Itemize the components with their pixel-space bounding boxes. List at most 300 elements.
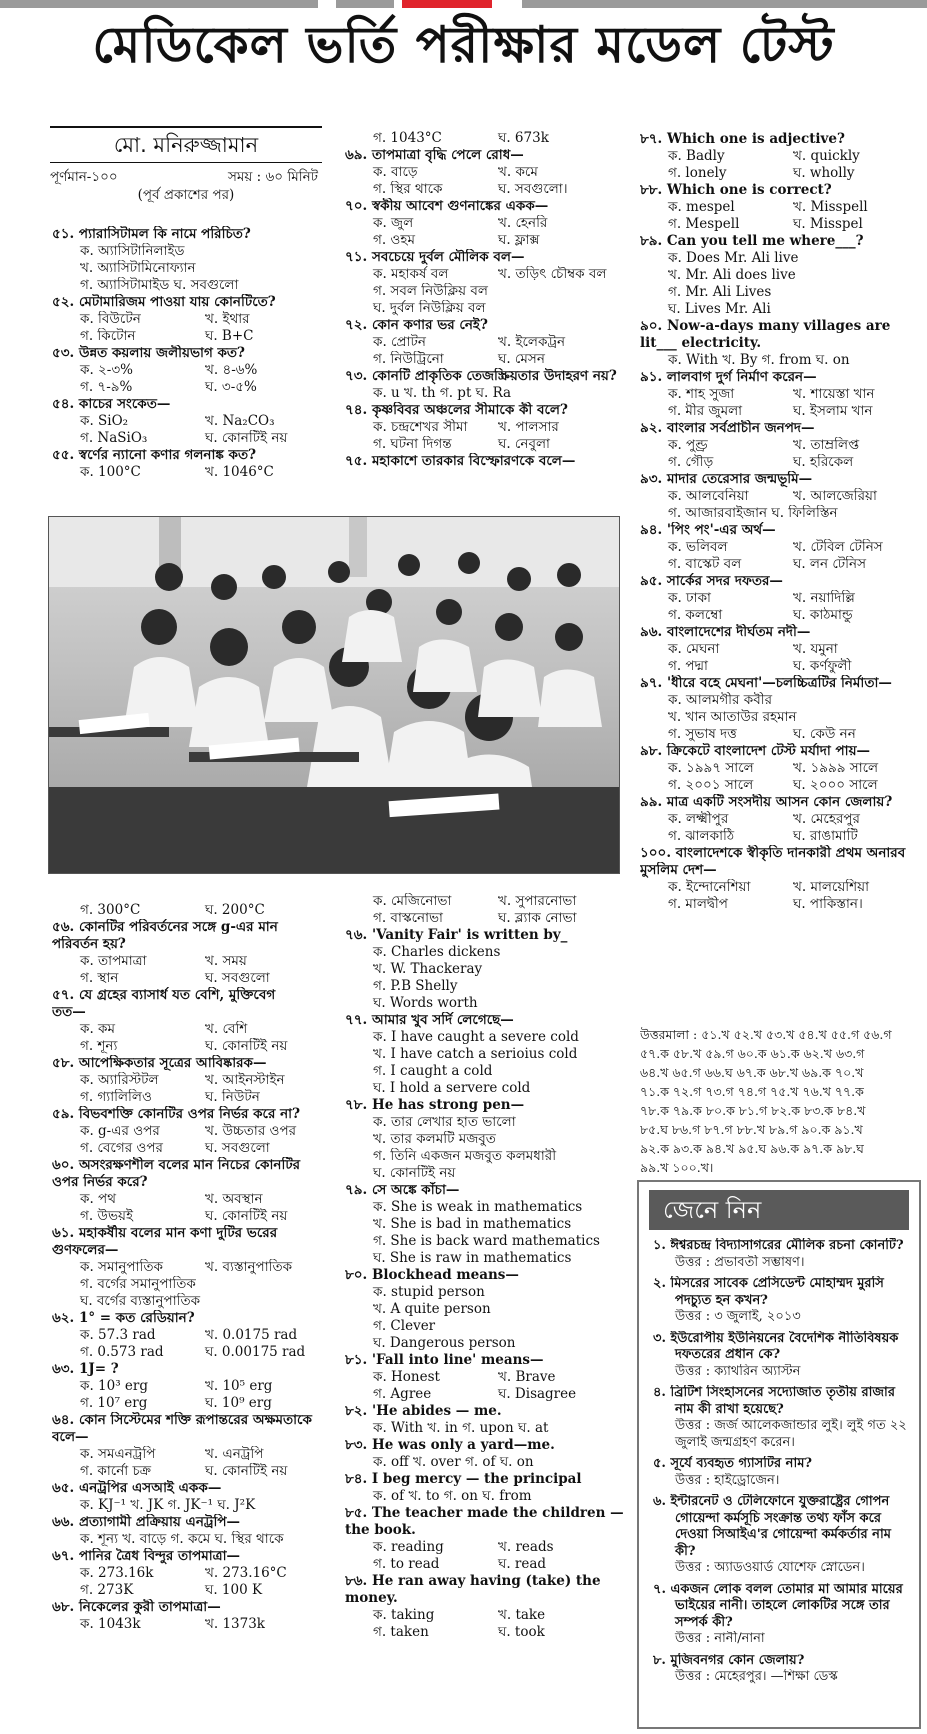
option-a: গ. taken [373, 1624, 429, 1640]
option-line: ক. off খ. over গ. of ঘ. on [373, 1454, 534, 1470]
option-b: ঘ. সবগুলো [205, 1140, 270, 1156]
question-text: ৯৬. বাংলাদেশের দীর্ঘতম নদী— [640, 624, 811, 640]
option-a: ক. লক্ষ্মীপুর [668, 811, 729, 827]
option-a: গ. গৌড় [668, 454, 714, 470]
option-line: ঘ. দুর্বল নিউক্লিয় বল [373, 300, 486, 316]
option-b: খ. take [498, 1607, 546, 1623]
know-answer: উত্তর : অ্যাডওয়ার্ড যোশেফ স্নোডেন। [675, 1560, 865, 1575]
option-a: গ. উভয়ই [80, 1208, 133, 1224]
option-pair [345, 1607, 627, 1624]
option-b: ঘ. ব্ল্যাক নোভা [498, 910, 577, 926]
know-question: ৬. ইন্টারনেট ও টেলিফোনে যুক্তরাষ্ট্রের গোপন গোয়েন্দা কর্মসূচি সংক্রান্ত তথ্য ফাঁস করে দেওয়া সিআইএ'র গোয়েন্দা কর্মকর্তার নাম কী? [653, 1494, 891, 1559]
exam-meta [50, 168, 322, 204]
question-text: ৫৫. স্বর্ণের ন্যানো কণার গলনাঙ্ক কত? [52, 447, 256, 463]
question-text: ৬০. অসংরক্ষণশীল বলের মান নিচের কোনটির [52, 1157, 301, 1173]
option-a: গ. Agree [373, 1386, 432, 1402]
option-b: খ. মেহেরপুর [793, 811, 860, 827]
option-a: গ. ৭-৯% [80, 379, 133, 395]
question-text: ৯০. Now-a-days many villages are [640, 318, 891, 334]
option-pair [52, 1038, 334, 1055]
question-text: ৭১. সবচেয়ে দুর্বল মৌলিক বল— [345, 249, 525, 265]
exam-time: সময় : ৬০ মিনিট [228, 169, 318, 185]
question-text: ৭৫. মহাকাশে তারকার বিস্ফোরণকে বলে— [345, 453, 576, 469]
option-pair [52, 1582, 334, 1599]
option-line: গ. বর্গের সমানুপাতিক [80, 1276, 196, 1292]
option-b: খ. বেশি [205, 1021, 248, 1037]
option-pair [52, 970, 334, 987]
option-b: খ. Na₂CO₃ [205, 413, 275, 429]
option-b: খ. ৪-৬% [205, 362, 258, 378]
option-b: খ. Brave [498, 1369, 556, 1385]
option-b: ঘ. নেবুলা [498, 436, 550, 452]
option-a: ক. কম [80, 1021, 115, 1037]
answer-key-line: ৮৫.ঘ ৮৬.গ ৮৭.গ ৮৮.খ ৮৯.গ ৯০.ক ৯১.খ [640, 1122, 863, 1137]
option-a: ক. 100°C [80, 464, 141, 480]
option-line: খ. A quite person [373, 1301, 491, 1317]
option-pair [640, 879, 922, 896]
option-pair [52, 464, 334, 481]
option-b: খ. টেবিল টেনিস [793, 539, 883, 555]
option-a: ক. 273.16k [80, 1565, 154, 1581]
option-b: ঘ. ২০০০ সালে [793, 777, 878, 793]
option-a: ক. অ্যারিস্টটল [80, 1072, 159, 1088]
option-b: খ. যমুনা [793, 641, 838, 657]
option-line: খ. Mr. Ali does live [668, 267, 796, 283]
question-text: ৬১. মহাকর্ষীয় বলের মান কণা দুটির ভরের [52, 1225, 278, 1241]
know-answer: উত্তর : প্রভাবতী সম্ভাষণ। [675, 1254, 805, 1270]
column-1-bottom [52, 902, 334, 1633]
option-pair [640, 556, 922, 573]
option-b: ঘ. 0.00175 rad [205, 1344, 306, 1360]
column-2-top [345, 130, 627, 470]
option-line: খ. খান আতাউর রহমান [668, 709, 797, 725]
option-a: ক. 57.3 rad [80, 1327, 156, 1343]
question-text: ৭৩. কোনটি প্রাকৃতিক তেজস্ক্রিয়তার উদাহরণ নয়? [345, 368, 617, 384]
option-line: খ. She is bad in mathematics [373, 1216, 572, 1232]
option-a: ক. 10³ erg [80, 1378, 148, 1394]
option-pair [345, 266, 627, 283]
question-text: ১০০. বাংলাদেশকে স্বীকৃতি দানকারী প্রথম অনারব [640, 845, 906, 861]
author-rule-bottom [50, 162, 322, 163]
option-a: ক. তাপমাত্রা [80, 953, 147, 969]
option-pair [345, 334, 627, 351]
question-text: ৮৬. He ran away having (take) the [345, 1573, 601, 1589]
option-pair [52, 1446, 334, 1463]
option-a: গ. 0.573 rad [80, 1344, 164, 1360]
question-text: ৯৯. মাত্র একটি সংসদীয় আসন কোন জেলায়? [640, 794, 893, 810]
option-b: ঘ. ইসলাম খান [793, 403, 873, 419]
option-a: গ. 1043°C [373, 130, 442, 146]
option-pair [640, 658, 922, 675]
know-answer: উত্তর : ৩ জুলাই, ২০১৩ [675, 1309, 801, 1324]
option-a: ক. শাহ সুজা [668, 386, 735, 402]
option-line: ঘ. Words worth [373, 995, 478, 1011]
question-text: ৭৪. কৃষ্ণবিবর অঞ্চলের সীমাকে কী বলে? [345, 402, 568, 418]
option-b: খ. আলজেরিয়া [793, 488, 877, 504]
option-pair [52, 902, 334, 919]
answer-key-line: উত্তরমালা : ৫১.খ ৫২.খ ৫৩.খ ৫৪.খ ৫৫.গ ৫৬.গ [640, 1027, 892, 1042]
option-line: ঘ. Lives Mr. Ali [668, 301, 771, 317]
option-a: গ. ঝালকাঠি [668, 828, 735, 844]
option-b: খ. সময় [205, 953, 247, 969]
option-a: ক. Badly [668, 148, 725, 164]
option-pair [52, 1259, 334, 1276]
option-line: গ. She is back ward mathematics [373, 1233, 600, 1249]
option-a: গ. ২০০১ সালে [668, 777, 754, 793]
option-a: গ. 300°C [80, 902, 141, 918]
option-b: ঘ. wholly [793, 165, 855, 181]
know-question: ৪. ব্রিটিশ সিংহাসনের সদ্যোজাত তৃতীয় রাজার নাম কী রাখা হয়েছে? [653, 1385, 895, 1417]
option-b: খ. হেনরি [498, 215, 548, 231]
question-text: ৫২. মেটামারিজম পাওয়া যায় কোনটিতে? [52, 294, 276, 310]
option-pair [52, 1344, 334, 1361]
option-pair [345, 1386, 627, 1403]
option-line: ক. KJ⁻¹ খ. JK গ. JK⁻¹ ঘ. J²K [80, 1497, 256, 1513]
know-box [637, 1180, 921, 1729]
option-pair [345, 893, 627, 910]
option-pair [52, 379, 334, 396]
answer-key-line: ৭১.ক ৭২.গ ৭৩.গ ৭৪.গ ৭৫.খ ৭৬.খ ৭৭.ক [640, 1084, 864, 1099]
option-b: ঘ. কোনটিই নয় [205, 1038, 288, 1054]
option-a: ক. ২-৩% [80, 362, 133, 378]
option-a: ক. ১৯৯৭ সালে [668, 760, 754, 776]
option-pair [52, 1191, 334, 1208]
option-pair [52, 1327, 334, 1344]
option-a: ক. চন্দ্রশেখর সীমা [373, 419, 468, 435]
question-text: ৭৯. সে অঙ্কে কাঁচা— [345, 1182, 460, 1198]
know-question: ৫. সূর্যে ব্যবহৃত গ্যাসটির নাম? [653, 1456, 813, 1471]
option-line: ক. With খ. in গ. upon ঘ. at [373, 1420, 549, 1436]
option-a: ক. reading [373, 1539, 444, 1555]
option-a: গ. বাস্কনোভা [373, 910, 443, 926]
option-line: ক. আলমগীর কবীর [668, 692, 773, 708]
option-b: খ. quickly [793, 148, 860, 164]
option-b: খ. অবস্থান [205, 1191, 263, 1207]
option-a: গ. বেগের ওপর [80, 1140, 163, 1156]
option-pair [640, 896, 922, 913]
option-b: খ. এনট্রপি [205, 1446, 264, 1462]
top-bar-left [0, 0, 318, 8]
option-b: খ. তড়িৎ চৌম্বক বল [498, 266, 607, 282]
option-pair [640, 165, 922, 182]
option-a: গ. মীর জুমলা [668, 403, 743, 419]
option-pair [52, 413, 334, 430]
option-b: ঘ. 200°C [205, 902, 265, 918]
option-a: গ. শূন্য [80, 1038, 118, 1054]
option-pair [345, 1624, 627, 1641]
option-pair [52, 953, 334, 970]
option-line: গ. অ্যাসিটামাইড ঘ. সবগুলো [80, 277, 239, 293]
option-b: ঘ. Disagree [498, 1386, 577, 1402]
option-b: ঘ. ফ্লাক্স [498, 232, 540, 248]
question-text: ৫৭. যে গ্রহের ব্যাসার্ধ যত বেশি, মুক্তিবেগ [52, 987, 276, 1003]
question-text: ৬৫. এনট্রপির এসআই একক— [52, 1480, 222, 1496]
option-b: খ. ইথার [205, 311, 250, 327]
option-pair [345, 1369, 627, 1386]
option-line: ক. অ্যাসিটানিলাইড [80, 243, 185, 259]
option-pair [640, 828, 922, 845]
option-pair [640, 216, 922, 233]
column-3 [640, 131, 922, 913]
option-pair [52, 1565, 334, 1582]
question-text: ৮৪. I beg mercy — the principal [345, 1471, 582, 1487]
answer-key [640, 1025, 922, 1177]
option-b: ঘ. লন টেনিস [793, 556, 867, 572]
question-text: ৫৮. আপেক্ষিকতার সূত্রের আবিষ্কারক— [52, 1055, 267, 1071]
answer-key-line: ৯৯.খ ১০০.খ। [640, 1160, 714, 1175]
option-b: খ. কমে [498, 164, 538, 180]
question-text: ৮৫. The teacher made the children — [345, 1505, 624, 1521]
know-answer: উত্তর : হাইড্রোজেন। [675, 1472, 780, 1488]
option-a: গ. Mespell [668, 216, 740, 232]
option-line: খ. W. Thackeray [373, 961, 483, 977]
option-pair [52, 1616, 334, 1633]
option-pair [345, 1539, 627, 1556]
question-text: ৫৯. বিভবশক্তি কোনটির ওপর নির্ভর করে না? [52, 1106, 300, 1122]
option-a: গ. কিটোন [80, 328, 136, 344]
know-title: জেনে নিন [649, 1190, 909, 1230]
know-answer: উত্তর : ক্যাথরিন অ্যাস্টন [675, 1363, 801, 1379]
option-line: ঘ. Dangerous person [373, 1335, 516, 1351]
option-pair [52, 1021, 334, 1038]
question-text: পরিবর্তন হয়? [52, 936, 126, 952]
option-pair [52, 1089, 334, 1106]
option-b: ঘ. read [498, 1556, 547, 1572]
option-a: ক. SiO₂ [80, 413, 129, 429]
option-line: খ. তার কলমটি মজবুত [373, 1131, 496, 1147]
question-text: ৬৯. তাপমাত্রা বৃদ্ধি পেলে রোধ— [345, 147, 524, 163]
option-pair [345, 419, 627, 436]
question-text: ৬৪. কোন সিস্টেমের শক্তি রূপান্তরের অক্ষমতাকে [52, 1412, 312, 1428]
option-pair [640, 607, 922, 624]
option-b: ঘ. কোনটিই নয় [205, 430, 288, 446]
option-pair [640, 403, 922, 420]
option-b: ঘ. পাকিস্তান। [793, 896, 863, 912]
option-b: খ. উচ্চতার ওপর [205, 1123, 297, 1139]
know-question: ৩. ইউরোপীয় ইউনিয়নের বৈদেশিক নীতিবিষয়ক দফতরের প্রধান কে? [653, 1330, 899, 1362]
question-text: ৮২. 'He abides — me. [345, 1403, 502, 1419]
know-question: ২. মিসরের সাবেক প্রেসিডেন্ট মোহাম্মদ মুরসি পদচ্যুত হন কখন? [653, 1276, 884, 1308]
option-b: খ. আইনস্টাইন [205, 1072, 285, 1088]
option-b: ঘ. 10⁹ erg [205, 1395, 272, 1411]
option-a: ক. বিউটেন [80, 311, 141, 327]
option-b: খ. শায়েস্তা খান [793, 386, 875, 402]
continued-note: (পূর্ব প্রকাশের পর) [137, 187, 235, 203]
option-b: ঘ. হরিকেল [793, 454, 854, 470]
option-a: ক. পথ [80, 1191, 116, 1207]
option-pair [640, 454, 922, 471]
option-pair [52, 1395, 334, 1412]
option-line: ক. তার লেখার হাত ভালো [373, 1114, 516, 1130]
question-text: lit___ electricity. [640, 335, 762, 351]
author-block [50, 126, 322, 204]
question-text: ৫৪. কাচের সংকেত— [52, 396, 171, 412]
question-text: ৭৮. He has strong pen— [345, 1097, 525, 1113]
question-text: the book. [345, 1522, 416, 1538]
option-line: ক. Does Mr. Ali live [668, 250, 799, 266]
option-a: ক. Honest [373, 1369, 440, 1385]
option-line: ঘ. She is raw in mathematics [373, 1250, 572, 1266]
option-a: ক. পুণ্ড্র [668, 437, 708, 453]
option-a: গ. সুভাষ দত্ত [668, 726, 737, 742]
answer-key-line: ৭৮.ক ৭৯.ক ৮০.ক ৮১.গ ৮২.ক ৮৩.ক ৮৪.খ [640, 1103, 866, 1118]
option-b: ঘ. 673k [498, 130, 549, 146]
option-line: গ. I caught a cold [373, 1063, 493, 1079]
option-a: ক. মেঘনা [668, 641, 720, 657]
question-text: ৫৬. কোনটির পরিবর্তনের সঙ্গে g-এর মান [52, 919, 278, 935]
option-line: গ. Clever [373, 1318, 436, 1334]
question-text: ৭৭. আমার খুব সর্দি লেগেছে— [345, 1012, 514, 1028]
option-a: ক. ভলিবল [668, 539, 728, 555]
option-line: ক. With খ. By গ. from ঘ. on [668, 352, 850, 368]
option-b: ঘ. কোনটিই নয় [205, 1463, 288, 1479]
option-a: গ. NaSiO₃ [80, 430, 148, 446]
option-b: খ. নয়াদিল্লি [793, 590, 855, 606]
option-b: খ. reads [498, 1539, 554, 1555]
option-b: খ. ১৯৯৯ সালে [793, 760, 879, 776]
option-a: ক. mespel [668, 199, 735, 215]
author-name: মো. মনিরুজ্জামান [113, 133, 259, 157]
option-line: গ. তিনি একজন মজবুত কলমধারী [373, 1148, 557, 1164]
option-b: খ. মালয়েশিয়া [793, 879, 870, 895]
option-line: ক. stupid person [373, 1284, 485, 1300]
option-a: গ. কলম্বো [668, 607, 723, 623]
option-a: গ. 273K [80, 1582, 134, 1598]
option-a: গ. কার্নো চক্র [80, 1463, 152, 1479]
option-pair [52, 430, 334, 447]
option-line: ক. u খ. th গ. pt ঘ. Ra [373, 385, 512, 401]
option-line: ক. of খ. to গ. on ঘ. from [373, 1488, 532, 1504]
option-a: গ. স্থির থাকে [373, 181, 443, 197]
question-text: ৮৯. Can you tell me where___? [640, 233, 864, 249]
option-a: গ. 10⁷ erg [80, 1395, 148, 1411]
option-line: গ. আজারবাইজান ঘ. ফিলিস্তিন [668, 505, 838, 521]
option-a: ক. প্রোটন [373, 334, 426, 350]
option-a: গ. ঘটনা দিগন্ত [373, 436, 452, 452]
question-text: ৬৬. প্রত্যাগামী প্রক্রিয়ায় এনট্রপি— [52, 1514, 240, 1530]
option-b: ঘ. ৩-৫% [205, 379, 257, 395]
question-text: ৮১. 'Fall into line' means— [345, 1352, 544, 1368]
answer-key-line: ৬৪.খ ৬৫.গ ৬৬.ঘ ৬৭.ক ৬৮.খ ৬৯.ক ৭০.খ [640, 1065, 864, 1080]
option-b: খ. 10⁵ erg [205, 1378, 273, 1394]
option-a: গ. lonely [668, 165, 727, 181]
question-text: ওপর নির্ভর করে? [52, 1174, 148, 1190]
question-text: ৬৭. পানির ত্রৈধ বিন্দুর তাপমাত্রা— [52, 1548, 241, 1564]
option-a: গ. পদ্মা [668, 658, 708, 674]
know-question: ৭. একজন লোক বলল তোমার মা আমার মায়ের ভাইয়ের নানী। তাহলে লোকটির সঙ্গে তার সম্পর্ক কী? [653, 1581, 903, 1630]
option-pair [52, 311, 334, 328]
option-pair [52, 1378, 334, 1395]
option-a: ক. g-এর ওপর [80, 1123, 160, 1139]
option-b: খ. পালসার [498, 419, 559, 435]
option-pair [345, 164, 627, 181]
question-text: গুণফলের— [52, 1242, 119, 1258]
option-a: ক. আলবেনিয়া [668, 488, 749, 504]
top-bar-mid [336, 0, 394, 8]
option-pair [52, 1208, 334, 1225]
question-text: ৮৮. Which one is correct? [640, 182, 832, 198]
know-question: ১. ঈশ্বরচন্দ্র বিদ্যাসাগরের মৌলিক রচনা কোনটি? [653, 1238, 904, 1253]
option-a: ক. ঢাকা [668, 590, 711, 606]
option-b: ঘ. নিউটন [205, 1089, 260, 1105]
question-text: ৬৩. 1J= ? [52, 1361, 119, 1377]
know-list [649, 1238, 911, 1691]
option-pair [640, 386, 922, 403]
option-pair [345, 215, 627, 232]
option-line: ঘ. I hold a servere cold [373, 1080, 531, 1096]
option-line: গ. P.B Shelly [373, 978, 458, 994]
option-pair [640, 148, 922, 165]
option-b: ঘ. কেউ নন [793, 726, 856, 742]
option-line: ঘ. কোনটিই নয় [373, 1165, 456, 1181]
option-line: ক. Charles dickens [373, 944, 501, 960]
option-pair [52, 1072, 334, 1089]
question-text: ৬২. 1° = কত রেডিয়ান? [52, 1310, 195, 1326]
option-line: গ. সবল নিউক্লিয় বল [373, 283, 488, 299]
option-b: ঘ. 100 K [205, 1582, 263, 1598]
option-pair [52, 328, 334, 345]
question-text: ৯৫. সার্কের সদর দফতর— [640, 573, 783, 589]
option-line: ঘ. বর্গের ব্যস্তানুপাতিক [80, 1293, 201, 1309]
page-title: মেডিকেল ভর্তি পরীক্ষার মডেল টেস্ট [92, 16, 835, 74]
option-line: ক. She is weak in mathematics [373, 1199, 583, 1215]
option-a: গ. ওহম [373, 232, 415, 248]
option-b: ঘ. কাঠমান্ডু [793, 607, 853, 623]
option-a: ক. taking [373, 1607, 435, 1623]
question-text: ৮০. Blockhead means— [345, 1267, 519, 1283]
option-pair [640, 488, 922, 505]
option-pair [52, 1140, 334, 1157]
full-marks: পূর্ণমান-১০০ [50, 169, 118, 185]
question-text: ৯১. লালবাগ দুর্গ নির্মাণ করেন— [640, 369, 817, 385]
option-a: গ. to read [373, 1556, 440, 1572]
option-pair [345, 130, 627, 147]
option-pair [640, 437, 922, 454]
answer-key-line: ৫৭.ক ৫৮.খ ৫৯.গ ৬০.ক ৬১.ক ৬২.খ ৬৩.গ [640, 1046, 865, 1061]
option-a: গ. বাস্কেট বল [668, 556, 742, 572]
option-pair [640, 726, 922, 743]
photo-illustration [49, 517, 619, 873]
option-line: খ. I have catch a serioius cold [373, 1046, 578, 1062]
option-a: ক. সমানুপাতিক [80, 1259, 163, 1275]
question-text: money. [345, 1590, 398, 1606]
question-text: ৯৭. 'ধীরে বহে মেঘনা'—চলচ্চিত্রটির নির্মাতা— [640, 675, 892, 691]
question-text: ৬৮. নিকেলের কুরী তাপমাত্রা— [52, 1599, 221, 1615]
option-b: ঘ. সবগুলো। [498, 181, 568, 197]
option-pair [345, 436, 627, 453]
question-text: ৮৩. He was only a yard—me. [345, 1437, 555, 1453]
option-pair [640, 777, 922, 794]
answer-key-line: ৯২.ক ৯৩.ক ৯৪.খ ৯৫.ঘ ৯৬.ক ৯৭.ক ৯৮.ঘ [640, 1141, 864, 1156]
option-b: ঘ. took [498, 1624, 545, 1640]
option-line: গ. Mr. Ali Lives [668, 284, 772, 300]
option-pair [345, 1556, 627, 1573]
question-text: মুসলিম দেশ— [640, 862, 717, 878]
option-a: গ. মালদ্বীপ [668, 896, 728, 912]
option-a: ক. মহাকর্ষ বল [373, 266, 449, 282]
option-pair [345, 910, 627, 927]
option-a: গ. নিউট্রিনো [373, 351, 444, 367]
option-a: ক. ইন্দোনেশিয়া [668, 879, 751, 895]
option-a: গ. স্থান [80, 970, 119, 986]
option-pair [640, 811, 922, 828]
option-b: ঘ. রাঙামাটি [793, 828, 858, 844]
option-pair [52, 1123, 334, 1140]
exam-hall-photo [48, 516, 620, 874]
option-pair [640, 590, 922, 607]
option-pair [345, 181, 627, 198]
option-pair [345, 351, 627, 368]
